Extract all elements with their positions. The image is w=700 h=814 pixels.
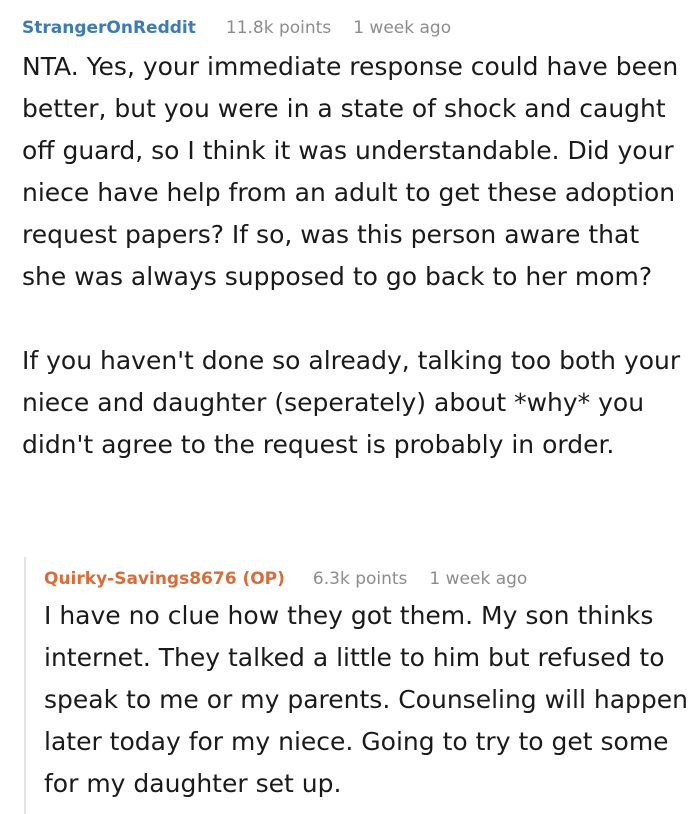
- comment-points: 11.8k points: [225, 18, 332, 38]
- comment-body: [22, 46, 682, 466]
- reply-comment: [24, 557, 700, 814]
- comment-paragraph-2: If you haven't done so already, talking too both your niece and daughter (seperately) about *why* you didn't agree to the request is probably in order.: [22, 346, 681, 459]
- reply-paragraph: I have no clue how they got them. My son thinks internet. They talked a little to him but refused to speak to me or my parents. Counseling will happen later today for my niece. Going to try to get some for my daughter set up.: [44, 601, 688, 798]
- reply-timestamp[interactable]: 1 week ago: [429, 569, 528, 589]
- comment-header: [22, 18, 692, 38]
- reply-content: [44, 569, 694, 805]
- top-comment: [22, 18, 692, 466]
- paragraph-spacer: [22, 298, 682, 340]
- reply-header: [44, 569, 694, 589]
- reply-points: 6.3k points: [312, 569, 408, 589]
- reply-body: [44, 595, 694, 805]
- comment-timestamp[interactable]: 1 week ago: [353, 18, 452, 38]
- comment-paragraph-1: NTA. Yes, your immediate response could have been better, but you were in a state of shock and caught off guard, so I think it was understandable. Did your niece have help from an adult to get these adoption request papers? If so, was this person aware that she was always supposed to go back to her mom?: [22, 52, 679, 291]
- thread-line[interactable]: [24, 557, 26, 814]
- comment-author-link[interactable]: StrangerOnReddit: [22, 18, 196, 38]
- reply-author-link[interactable]: Quirky-Savings8676 (OP): [44, 569, 285, 589]
